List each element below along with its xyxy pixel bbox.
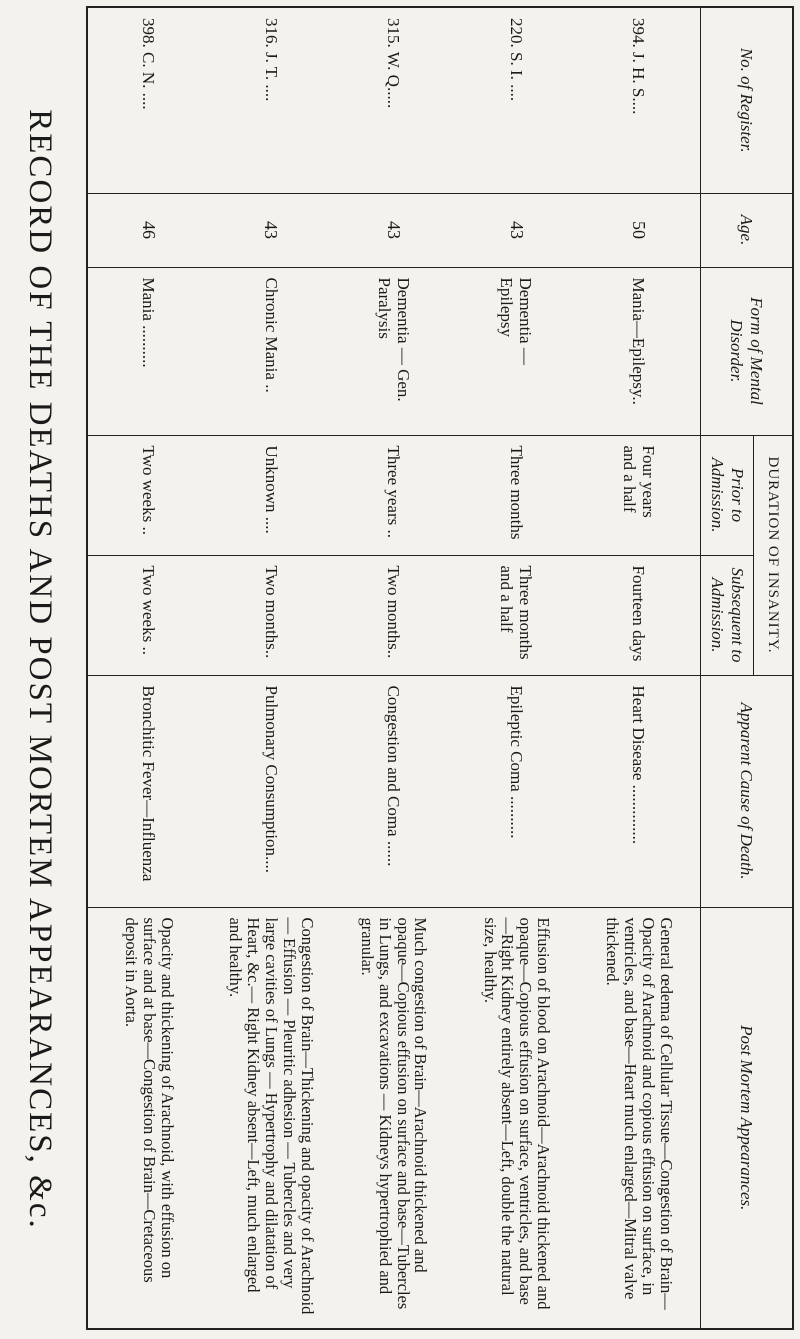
cell-subsequent: Two months.. [210,555,333,675]
page-title: RECORD OF THE DEATHS AND POST MORTEM APPEARANCES, &c. [22,109,58,1230]
cell-age: 43 [332,193,455,267]
cell-cause: Congestion and Coma ...... [332,675,455,907]
cell-form: Mania .......... [87,267,210,435]
cell-subsequent: Two months.. [332,555,455,675]
cell-register: 220. S. I. .... [455,7,578,193]
header-register: No. of Register. [701,7,794,193]
header-age: Age. [701,193,794,267]
death-record-table [86,6,794,1330]
cell-register: 316. J. T. .... [210,7,333,193]
cell-prior: Unknown .... [210,435,333,555]
cell-register: 398. C. N. .... [87,7,210,193]
cell-form: Dementia — Epilepsy [455,267,578,435]
cell-post-mortem: Much congestion of Brain—Arachnoid thickened and opaque—Copious effusion on surface and base—Tubercles in Lungs, and excavations — Kidneys hypertrophied and granular. [357,917,431,1310]
header-row [701,7,794,1329]
cell-post-mortem: Effusion of blood on Arachnoid—Arachnoid thickened and opaque—Copious effusion on surface, ventricles, and base—Right Kidney entirely absent—Left, double the natural size, healthy. [480,917,554,1310]
table-row [332,7,455,1329]
cell-form: Dementia — Gen. Paralysis [332,267,455,435]
header-duration [701,435,794,675]
cell-post-mortem: Congestion of Brain—Thickening and opacity of Arachnoid — Effusion — Pleuritic adhesion — Tubercles and very large cavities of Lungs — Hypertrophy and dilatation of Heart, &c.— Right Kidney absent—Left, much enlarged and healthy. [226,917,317,1315]
cell-form: Chronic Mania .. [210,267,333,435]
cell-post-mortem: General œdema of Cellular Tissue—Congestion of Brain—Opacity of Arachnoid and copious effusion on surface, in ventricles, and base—Heart much enlarged—Mitral valve thickened. [603,917,676,1310]
cell-age: 43 [455,193,578,267]
header-post-mortem: Post Mortem Appearances. [701,907,794,1329]
cell-prior: Three months [455,435,578,555]
table-row [87,7,210,1329]
table-row [210,7,333,1329]
header-duration-title: DURATION OF INSANITY. [753,436,792,675]
cell-subsequent: Three months and a half [455,555,578,675]
cell-cause: Heart Disease .............. [578,675,701,907]
header-cause: Apparent Cause of Death. [701,675,794,907]
cell-prior: Two weeks .. [87,435,210,555]
cell-cause: Pulmonary Consumption.... [210,675,333,907]
cell-cause: Epileptic Coma .......... [455,675,578,907]
cell-post-mortem: Opacity and thickening of Arachnoid, with effusion on surface and at base—Congestion of Brain—Cretaceous deposit in Aorta. [121,917,177,1283]
header-prior: Prior to Admission. [701,436,753,556]
header-form: Form of Mental Disorder. [701,267,794,435]
cell-age: 43 [210,193,333,267]
table-row [455,7,578,1329]
cell-age: 50 [578,193,701,267]
cell-subsequent: Two weeks .. [87,555,210,675]
cell-form: Mania—Epilepsy.. [578,267,701,435]
cell-age: 46 [87,193,210,267]
table-row [578,7,701,1329]
cell-subsequent: Fourteen days [578,555,701,675]
header-subsequent: Subsequent to Admission. [708,567,747,663]
cell-register: 394. J. H. S.... [578,7,701,193]
cell-prior: Four years and a half [578,435,701,555]
cell-prior: Three years .. [332,435,455,555]
cell-cause: Bronchitic Fever—Influenza [87,675,210,907]
cell-register: 315. W. Q..... [332,7,455,193]
